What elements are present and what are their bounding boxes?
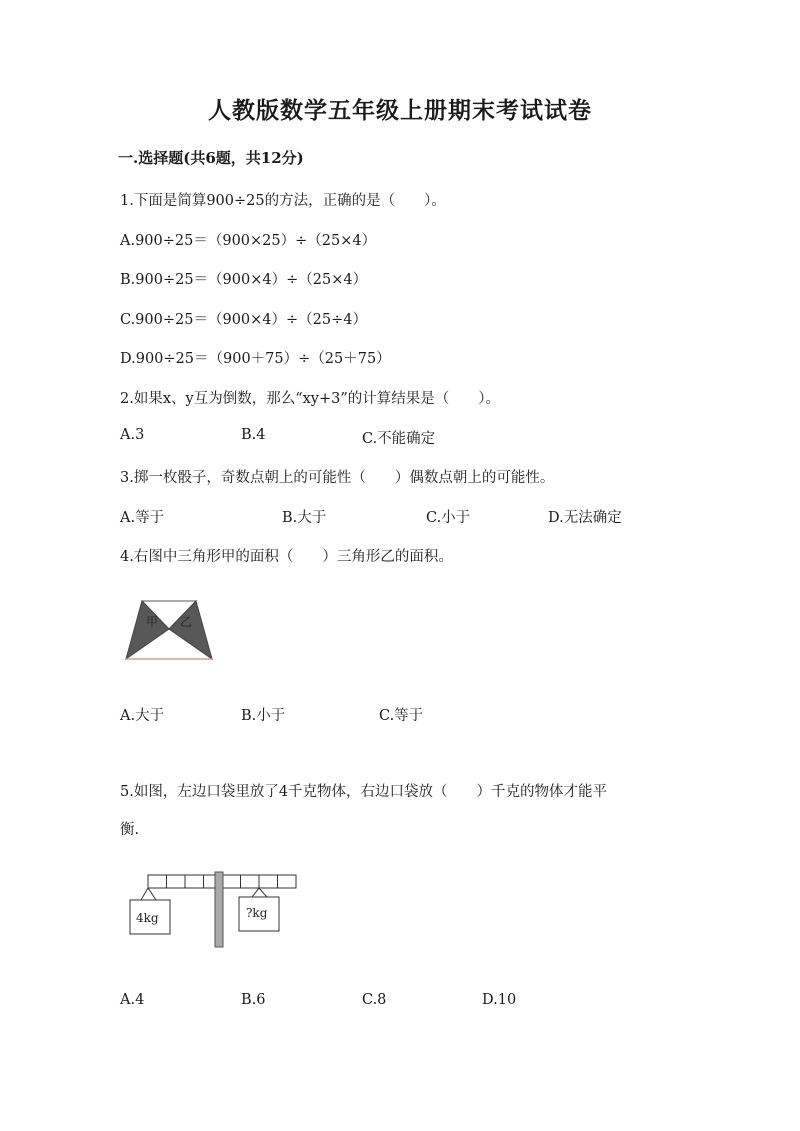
question-1-option-c: C.900÷25＝（900×4）÷（25÷4）	[120, 312, 367, 328]
question-5-option-d: D.10	[482, 992, 517, 1008]
triangles-figure	[118, 598, 220, 664]
balance-figure	[126, 870, 298, 950]
question-3-option-a: A.等于	[120, 510, 165, 526]
right-bag-label: ?kg	[246, 906, 268, 920]
question-5-option-a: A.4	[120, 992, 145, 1008]
section-heading: 一.选择题(共6题，共12分)	[118, 149, 304, 167]
question-1-option-d: D.900÷25＝（900＋75）÷（25＋75）	[120, 351, 391, 367]
question-3-option-b: B.大于	[282, 510, 327, 526]
question-2-option-c: C.不能确定	[362, 431, 436, 447]
question-2-option-b: B.4	[241, 427, 266, 443]
question-3-option-d: D.无法确定	[548, 510, 622, 526]
label-yi: 乙	[180, 615, 193, 629]
question-4-option-a: A.大于	[120, 708, 165, 724]
balance-pole	[215, 872, 223, 947]
question-1-option-b: B.900÷25＝（900×4）÷（25×4）	[120, 272, 368, 288]
question-5-option-b: B.6	[241, 992, 266, 1008]
question-4-stem: 4.右图中三角形甲的面积（ ）三角形乙的面积。	[120, 549, 453, 565]
question-5-stem-line-1: 5.如图，左边口袋里放了4千克物体，右边口袋放（ ）千克的物体才能平	[120, 784, 608, 800]
question-5-stem-line-2: 衡.	[120, 822, 140, 838]
question-2-stem: 2.如果x、y互为倒数，那么“xy+3”的计算结果是（ ）。	[120, 391, 501, 407]
question-1-option-a: A.900÷25＝（900×25）÷（25×4）	[120, 233, 377, 249]
question-4-option-c: C.等于	[379, 708, 424, 724]
question-5-option-c: C.8	[362, 992, 387, 1008]
question-3-stem: 3.掷一枚骰子，奇数点朝上的可能性（ ）偶数点朝上的可能性。	[120, 470, 555, 486]
question-1-stem: 1.下面是简算900÷25的方法，正确的是（ ）。	[120, 193, 446, 209]
left-bag-label: 4kg	[136, 911, 159, 925]
label-jia: 甲	[146, 615, 159, 629]
question-3-option-c: C.小于	[426, 510, 471, 526]
question-4-option-b: B.小于	[241, 708, 286, 724]
page-title: 人教版数学五年级上册期末考试试卷	[208, 97, 592, 124]
question-2-option-a: A.3	[120, 427, 145, 443]
